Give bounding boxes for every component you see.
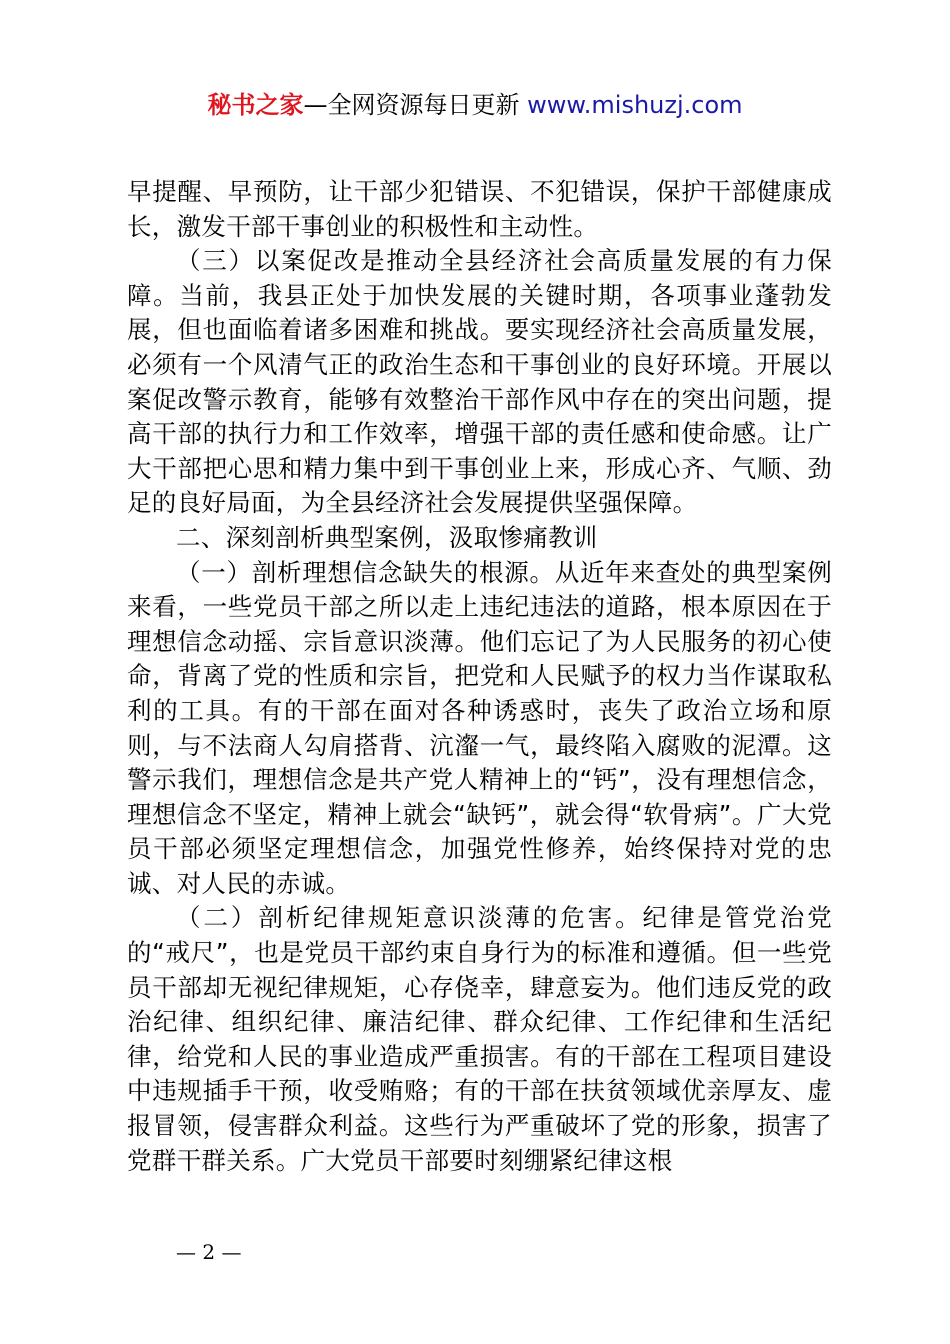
paragraph-continued: 早提醒、早预防，让干部少犯错误、不犯错误，保护干部健康成长，激发干部干事创业的积极性和主动性。 (127, 177, 832, 241)
site-tagline: —全网资源每日更新 (303, 91, 528, 119)
site-brand: 秘书之家 (207, 91, 304, 119)
site-header (0, 88, 950, 122)
section-heading: 二、深刻剖析典型案例，汲取惨痛教训 (176, 522, 598, 552)
site-url-link[interactable]: www.mishuzj.com (527, 91, 743, 119)
page-number: — 2 — (176, 1240, 242, 1264)
document-body (127, 175, 832, 1178)
paragraph: （二）剖析纪律规矩意识淡薄的危害。纪律是管党治党的“戒尺”，也是党员干部约束自身行为的标准和遵循。但一些党员干部却无视纪律规矩，心存侥幸，肆意妄为。他们违反党的政治纪律、组织纪律、廉洁纪律、群众纪律、工作纪律和生活纪律，给党和人民的事业造成严重损害。有的干部在工程项目建设中违规插手干预，收受贿赂；有的干部在扶贫领域优亲厚友、虚报冒领，侵害群众利益。这些行为严重破坏了党的形象，损害了党群干群关系。广大党员干部要时刻绷紧纪律这根 (127, 903, 832, 1175)
paragraph: （三）以案促改是推动全县经济社会高质量发展的有力保障。当前，我县正处于加快发展的关键时期，各项事业蓬勃发展，但也面临着诸多困难和挑战。要实现经济社会高质量发展，必须有一个风清气正的政治生态和干事创业的良好环境。开展以案促改警示教育，能够有效整治干部作风中存在的突出问题，提高干部的执行力和工作效率，增强干部的责任感和使命感。让广大干部把心思和精力集中到干事创业上来，形成心齐、气顺、劲足的良好局面，为全县经济社会发展提供坚强保障。 (127, 246, 832, 518)
paragraph: （一）剖析理想信念缺失的根源。从近年来查处的典型案例来看，一些党员干部之所以走上违纪违法的道路，根本原因在于理想信念动摇、宗旨意识淡薄。他们忘记了为人民服务的初心使命，背离了党的性质和宗旨，把党和人民赋予的权力当作谋取私利的工具。有的干部在面对各种诱惑时，丧失了政治立场和原则，与不法商人勾肩搭背、沆瀣一气，最终陷入腐败的泥潭。这警示我们，理想信念是共产党人精神上的“钙”，没有理想信念，理想信念不坚定，精神上就会“缺钙”，就会得“软骨病”。广大党员干部必须坚定理想信念，加强党性修养，始终保持对党的忠诚、对人民的赤诚。 (127, 557, 832, 898)
